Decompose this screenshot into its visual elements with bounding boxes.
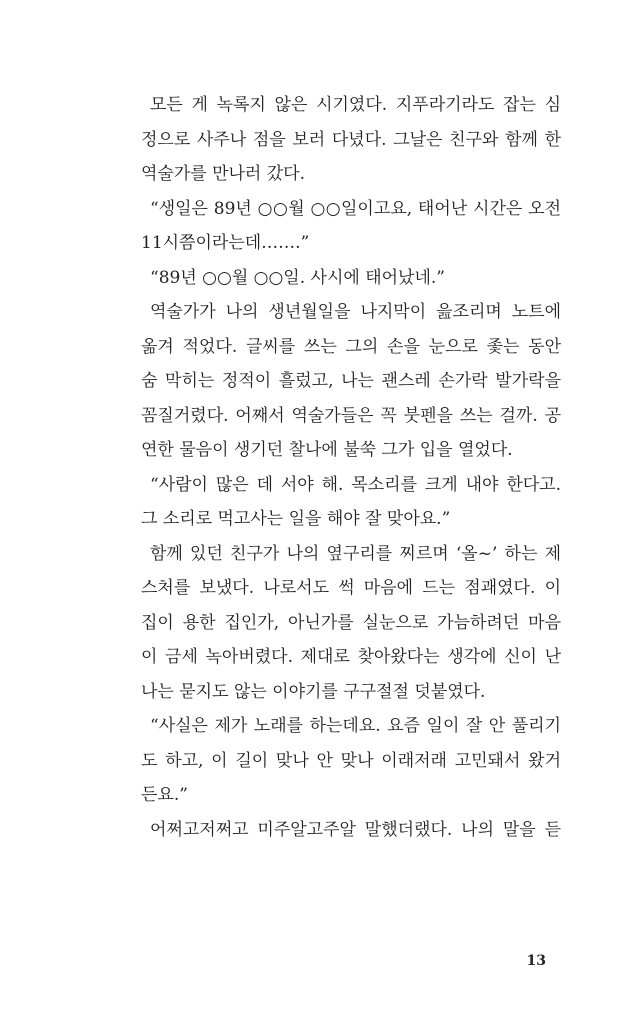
page-number: 13 — [526, 953, 546, 969]
text-line: 역술가가 나의 생년월일을 나지막이 읊조리며 노트에 — [150, 302, 561, 322]
text-line: “89년 ○○월 ○○일. 사시에 태어났네.” — [150, 267, 445, 288]
text-line: 집이 용한 집인가, 아닌가를 실눈으로 가늠하려던 마음 — [141, 612, 561, 633]
text-line: “사람이 많은 데 서야 해. 목소리를 크게 내야 한다고. — [150, 474, 561, 495]
text-line: 옮겨 적었다. 글씨를 쓰는 그의 손을 눈으로 좇는 동안 — [141, 336, 561, 357]
text-line: 11시쯤이라는데…….” — [141, 233, 310, 253]
text-line: 스처를 보냈다. 나로서도 썩 마음에 드는 점괘였다. 이 — [141, 578, 561, 598]
text-line: 든요.” — [141, 785, 188, 805]
text-line: 이 금세 녹아버렸다. 제대로 찾아왔다는 생각에 신이 난 — [141, 647, 561, 667]
text-line: 숨 막히는 정적이 흘렀고, 나는 괜스레 손가락 발가락을 — [141, 371, 561, 391]
text-line: “사실은 제가 노래를 하는데요. 요즘 일이 잘 안 풀리기 — [150, 716, 561, 736]
text-line: 그 소리로 먹고사는 일을 해야 잘 맞아요.” — [141, 509, 451, 529]
text-line: 도 하고, 이 길이 맞나 안 맞나 이래저래 고민돼서 왔거 — [141, 750, 561, 771]
text-line: “생일은 89년 ○○월 ○○일이고요, 태어난 시간은 오전 — [150, 198, 561, 219]
text-line: 어쩌고저쩌고 미주알고주알 말했더랬다. 나의 말을 듣 — [150, 819, 561, 840]
text-line: 정으로 사주나 점을 보러 다녔다. 그날은 친구와 함께 한 — [141, 129, 561, 150]
text-line: 함께 있던 친구가 나의 옆구리를 찌르며 ‘올~’ 하는 제 — [150, 543, 561, 564]
text-line: 모든 게 녹록지 않은 시기였다. 지푸라기라도 잡는 심 — [150, 95, 561, 115]
text-line: 나는 묻지도 않는 이야기를 구구절절 덧붙였다. — [141, 681, 486, 702]
body-text — [141, 88, 561, 847]
text-line: 역술가를 만나러 갔다. — [141, 164, 306, 184]
text-line: 꼼질거렸다. 어째서 역술가들은 꼭 붓펜을 쓰는 걸까. 공 — [141, 405, 561, 426]
text-line: 연한 물음이 생기던 찰나에 불쑥 그가 입을 열었다. — [141, 440, 513, 460]
